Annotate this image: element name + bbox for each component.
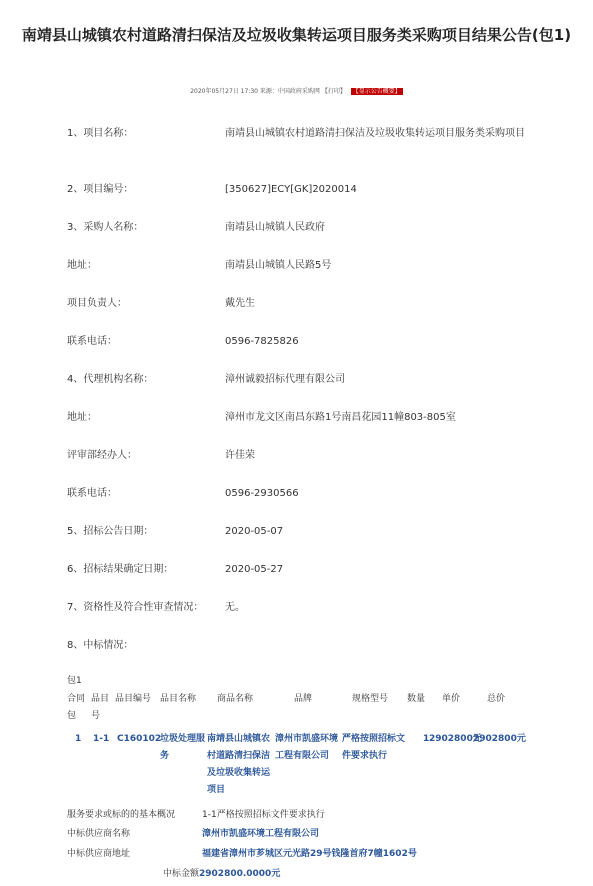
cell-quantity: 1 [423,734,430,744]
publish-date: 2020年05月27日 17:30 [190,88,258,95]
field-row [67,561,284,578]
field-value: 0596-7825826 [225,336,299,347]
summary-value: 漳州市凯盛环境工程有限公司 [202,829,320,839]
col-header: 规格型号 [352,694,389,704]
field-label: 1、项目名称： [67,128,134,139]
field-label: 8、中标情况： [67,640,134,651]
field-label: 联系电话： [67,336,117,347]
col-header: 品目编号 [115,694,152,704]
field-value: 许佳荣 [225,450,255,461]
field-label: 联系电话： [67,488,117,499]
field-row [67,371,345,388]
col-header: 品目名称 [160,694,197,704]
print-link[interactable]: 【打印】 [321,88,346,95]
field-label: 5、招标公告日期： [67,526,154,537]
field-value: 2020-05-07 [225,526,284,537]
field-label: 地址： [67,260,97,271]
summary-label: 中标供应商地址 [67,849,131,859]
col-header: 品牌 [294,694,313,704]
amount-value: 2902800.0000元 [199,869,281,879]
summary-label: 中标供应商名称 [67,829,131,839]
cell-item-name: 垃圾处理服务 [160,734,206,761]
field-label: 评审部经办人： [67,450,137,461]
col-header: 数量 [407,694,426,704]
cell-total-price: 2902800元 [473,734,526,744]
field-label: 项目负责人： [67,298,127,309]
field-value: 漳州诚毅招标代理有限公司 [225,374,345,385]
cell-package: 1 [75,734,82,744]
field-row [67,485,299,502]
field-row [67,333,299,350]
field-value: 南靖县山城镇人民政府 [225,222,325,233]
package-label: 包1 [67,676,82,686]
source: 来源：中国政府采购网 [259,88,320,95]
field-value: 漳州市龙文区南昌东路1号南昌花园11幢803-805室 [225,412,456,423]
field-label: 4、代理机构名称： [67,374,154,385]
col-header: 商品名称 [217,694,254,704]
cell-brand: 漳州市凯盛环境工程有限公司 [275,734,339,761]
field-value: 戴先生 [225,298,255,309]
amount-row [163,866,280,883]
cell-item-code: C160102 [117,734,162,744]
col-header: 总价 [487,694,506,704]
cell-item-no: 1-1 [93,734,110,744]
field-label: 3、采购人名称： [67,222,144,233]
amount-label: 中标金额 [163,869,200,879]
field-value: 南靖县山城镇人民路5号 [225,260,332,271]
field-value: 南靖县山城镇农村道路清扫保洁及垃圾收集转运项目服务类采购项目 [225,128,525,139]
summary-row [67,826,537,843]
field-value: 无。 [225,602,245,613]
col-header: 品目号 [91,694,110,721]
field-row [67,599,245,616]
field-label: 地址： [67,412,97,423]
col-header: 合同包 [67,694,86,721]
field-row [67,181,357,198]
result-table-header [67,691,537,731]
field-row [67,447,255,464]
summary-value: 福建省漳州市芗城区元光路29号钱隆首府7幢1602号 [202,849,417,859]
field-value: 2020-05-27 [225,564,284,575]
field-row [67,257,332,274]
field-row [67,125,525,142]
table-row [67,731,537,803]
cell-spec: 严格按照招标文件要求执行 [342,734,406,761]
field-value: 0596-2930566 [225,488,299,499]
field-value: [350627]ECY[GK]2020014 [225,184,357,195]
field-row [67,523,284,540]
field-row [67,219,325,236]
cell-unit-price: 2902800元 [429,734,482,744]
field-label: 2、项目编号： [67,184,134,195]
summary-row [67,846,537,863]
page-title: 南靖县山城镇农村道路清扫保洁及垃圾收集转运项目服务类采购项目结果公告(包1) [21,26,572,44]
summary-toggle-button[interactable]: 【显示公告概要】 [352,88,401,95]
field-label: 7、资格性及符合性审查情况： [67,602,204,613]
meta-line [0,86,593,95]
summary-value: 1-1严格按照招标文件要求执行 [202,810,325,820]
field-row [67,637,133,654]
field-row [67,295,255,312]
field-label: 6、招标结果确定日期： [67,564,174,575]
col-header: 单价 [442,694,461,704]
summary-row [67,807,537,824]
summary-label: 服务要求或标的的基本概况 [67,810,176,820]
cell-product-name: 南靖县山城镇农村道路清扫保洁及垃圾收集转运项目 [207,734,271,795]
field-row [67,409,456,426]
